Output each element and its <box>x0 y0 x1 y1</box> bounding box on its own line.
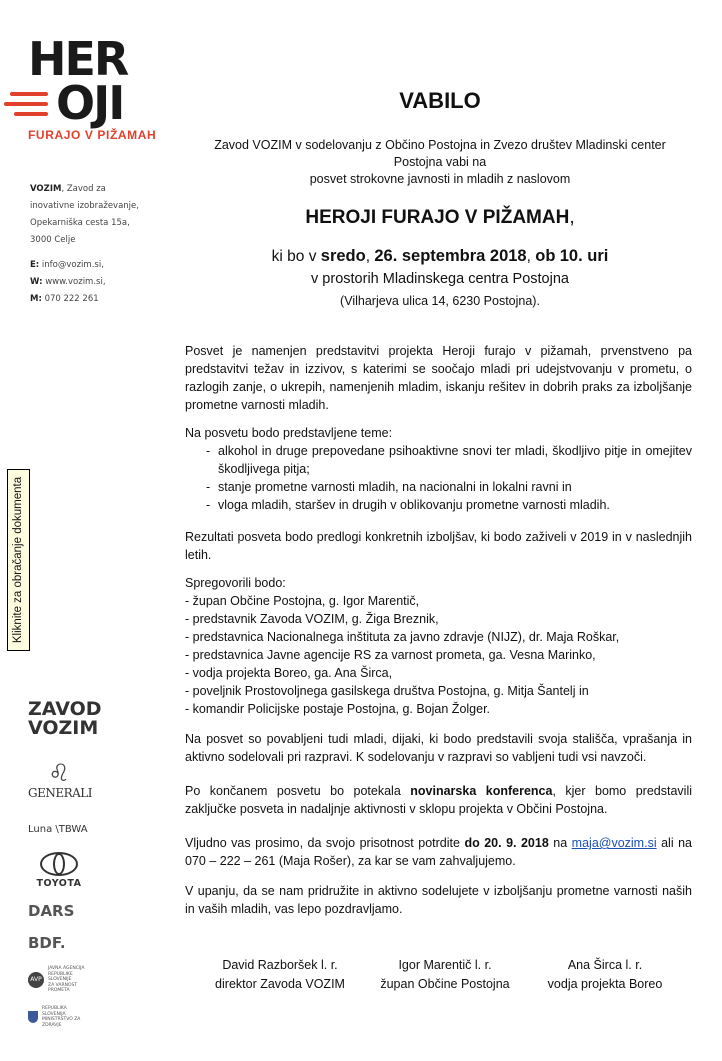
contact-line-3: Opekarniška cesta 15a, <box>30 218 130 228</box>
signature-name: Ana Širca l. r. <box>567 958 643 972</box>
topics-intro: Na posvetu bodo predstavljene teme: <box>185 426 393 440</box>
generali-logo: ♌ GENERALI <box>28 759 93 800</box>
topics-block <box>185 424 692 514</box>
event-heading: HEROJI FURAJO V PIŽAMAH, <box>305 207 575 228</box>
list-item: - vloga mladih, staršev in drugih v oblikovanju prometne varnosti mladih. <box>185 496 692 514</box>
list-item: - vodja projekta Boreo, ga. Ana Širca, <box>185 666 393 680</box>
intro-line-2: Postojna vabi na <box>393 155 487 169</box>
rsvp-email-link[interactable]: maja@vozim.si <box>571 836 657 850</box>
event-date-time: ki bo v sredo, 26. septembra 2018, ob 10. uri <box>271 247 609 265</box>
contact-line-4: 3000 Celje <box>30 235 76 245</box>
paragraph-closing: V upanju, da se nam pridružite in aktivno sodelujete v izboljšanju prometne varnosti naših in vaših mladih, vas lepo pozdravljamo. <box>185 884 692 916</box>
lion-icon: ♌ <box>48 759 70 787</box>
logo-line-oji: OJI <box>56 76 124 130</box>
contact-web: W: www.vozim.si, <box>30 277 106 287</box>
contact-mobile: M: 070 222 261 <box>30 294 99 304</box>
paragraph-press-conference: Po končanem posvetu bo potekala novinarska konferenca, kjer bomo predstavili zaključke posveta in nadaljnje aktivnosti v sklopu projekta v Občini Postojna. <box>185 784 693 816</box>
list-item: - župan Občine Postojna, g. Igor Marentič, <box>185 594 420 608</box>
logo-subtitle: FURAJO V PIŽAMAH <box>28 128 157 142</box>
list-item: - komandir Policijske postaje Postojna, g. Bojan Žolger. <box>185 702 491 716</box>
signature-role: župan Občine Postojna <box>380 977 510 991</box>
topics-list <box>185 442 692 514</box>
intro-line-3: posvet strokovne javnosti in mladih z naslovom <box>309 172 571 186</box>
intro-block <box>185 137 695 188</box>
toyota-emblem-icon <box>40 852 78 876</box>
contact-email: E: info@vozim.si, <box>30 260 104 270</box>
intro-line-1: Zavod VOZIM v sodelovanju z Občino Postojna in Zvezo društev Mladinski center <box>214 138 666 152</box>
luna-tbwa-logo: Luna \TBWA <box>28 824 88 835</box>
speakers-block <box>185 574 692 718</box>
logo-line-her: HER <box>28 32 128 86</box>
signature-marentic <box>370 956 520 994</box>
page-title: VABILO <box>399 88 481 113</box>
speakers-intro: Spregovorili bodo: <box>185 576 286 590</box>
list-item: - predstavnica Nacionalnega inštituta za javno zdravje (NIJZ), dr. Maja Roškar, <box>185 630 620 644</box>
signature-role: direktor Zavoda VOZIM <box>215 977 345 991</box>
avp-emblem-icon: AVP <box>28 972 44 988</box>
speed-line-2 <box>4 102 48 106</box>
toyota-logo: TOYOTA <box>28 852 90 889</box>
paragraph-invited: Na posvet so povabljeni tudi mladi, dijaki, ki bodo predstavili svoja stališča, vprašanja in aktivno sodelovali pri razpravi. K sodelovanju v razpravi so vabljeni tudi vsi navzoči. <box>185 732 692 764</box>
avp-logo: AVP JAVNA AGENCIJA REPUBLIKE SLOVENIJE ZA VARNOST PROMETA <box>28 966 90 994</box>
rotate-document-tab[interactable] <box>7 469 30 651</box>
list-item: - stanje prometne varnosti mladih, na nacionalni in lokalni ravni in <box>185 478 692 496</box>
slovenia-shield-icon <box>28 1011 38 1023</box>
signature-name: Igor Marentič l. r. <box>398 958 492 972</box>
zavod-vozim-logo: ZAVOD VOZIM <box>28 698 102 739</box>
contact-line-2: inovativne izobraževanje, <box>30 201 139 211</box>
signature-razborsek <box>205 956 355 994</box>
paragraph-results: Rezultati posveta bodo predlogi konkretnih izboljšav, ki bodo zaživeli v 2019 in v naslednjih letih. <box>185 530 692 562</box>
bdf-logo: BDF. <box>28 934 66 952</box>
event-address: (Vilharjeva ulica 14, 6230 Postojna). <box>340 294 540 308</box>
list-item: - predstavnica Javne agencije RS za varnost prometa, ga. Vesna Marinko, <box>185 648 596 662</box>
paragraph-purpose: Posvet je namenjen predstavitvi projekta Heroji furajo v pižamah, prvenstveno pa predstavitvi težav in izzivov, s katerimi se soočajo mladi pri udejstvovanju v prometu, o razlogih zanje, o ukrepih, namenjenih mladim, iskanju rešitev in dobrih praks za izboljšanje prometne varnosti mladih. <box>185 344 692 412</box>
list-item: - poveljnik Prostovoljnega gasilskega društva Postojna, g. Mitja Šantelj in <box>185 684 589 698</box>
signature-name: David Razboršek l. r. <box>222 958 338 972</box>
signature-role: vodja projekta Boreo <box>547 977 663 991</box>
event-venue: v prostorih Mladinskega centra Postojna <box>311 271 569 287</box>
dars-logo: DARS <box>28 902 75 920</box>
heroji-logo <box>0 0 170 160</box>
contact-block <box>30 181 139 308</box>
list-item: - alkohol in druge prepovedane psihoaktivne snovi ter mladi, škodljivo pitje in omejitev škodljivega pitja; <box>185 442 692 478</box>
contact-org: VOZIM, Zavod za <box>30 184 106 194</box>
ministry-health-logo: REPUBLIKA SLOVENIJA MINISTRSTVO ZA ZDRAVJE <box>28 1006 90 1028</box>
list-item: - predstavnik Zavoda VOZIM, g. Žiga Breznik, <box>185 612 439 626</box>
paragraph-rsvp: Vljudno vas prosimo, da svojo prisotnost potrdite do 20. 9. 2018 na maja@vozim.si ali na 070 – 222 – 261 (Maja Rošer), za kar se vam zahvaljujemo. <box>185 836 692 868</box>
speed-line-3 <box>14 112 48 116</box>
rotate-document-label: Kliknite za obračanje dokumenta <box>12 476 25 644</box>
speed-line-1 <box>10 92 48 96</box>
signature-sirca <box>530 956 680 994</box>
